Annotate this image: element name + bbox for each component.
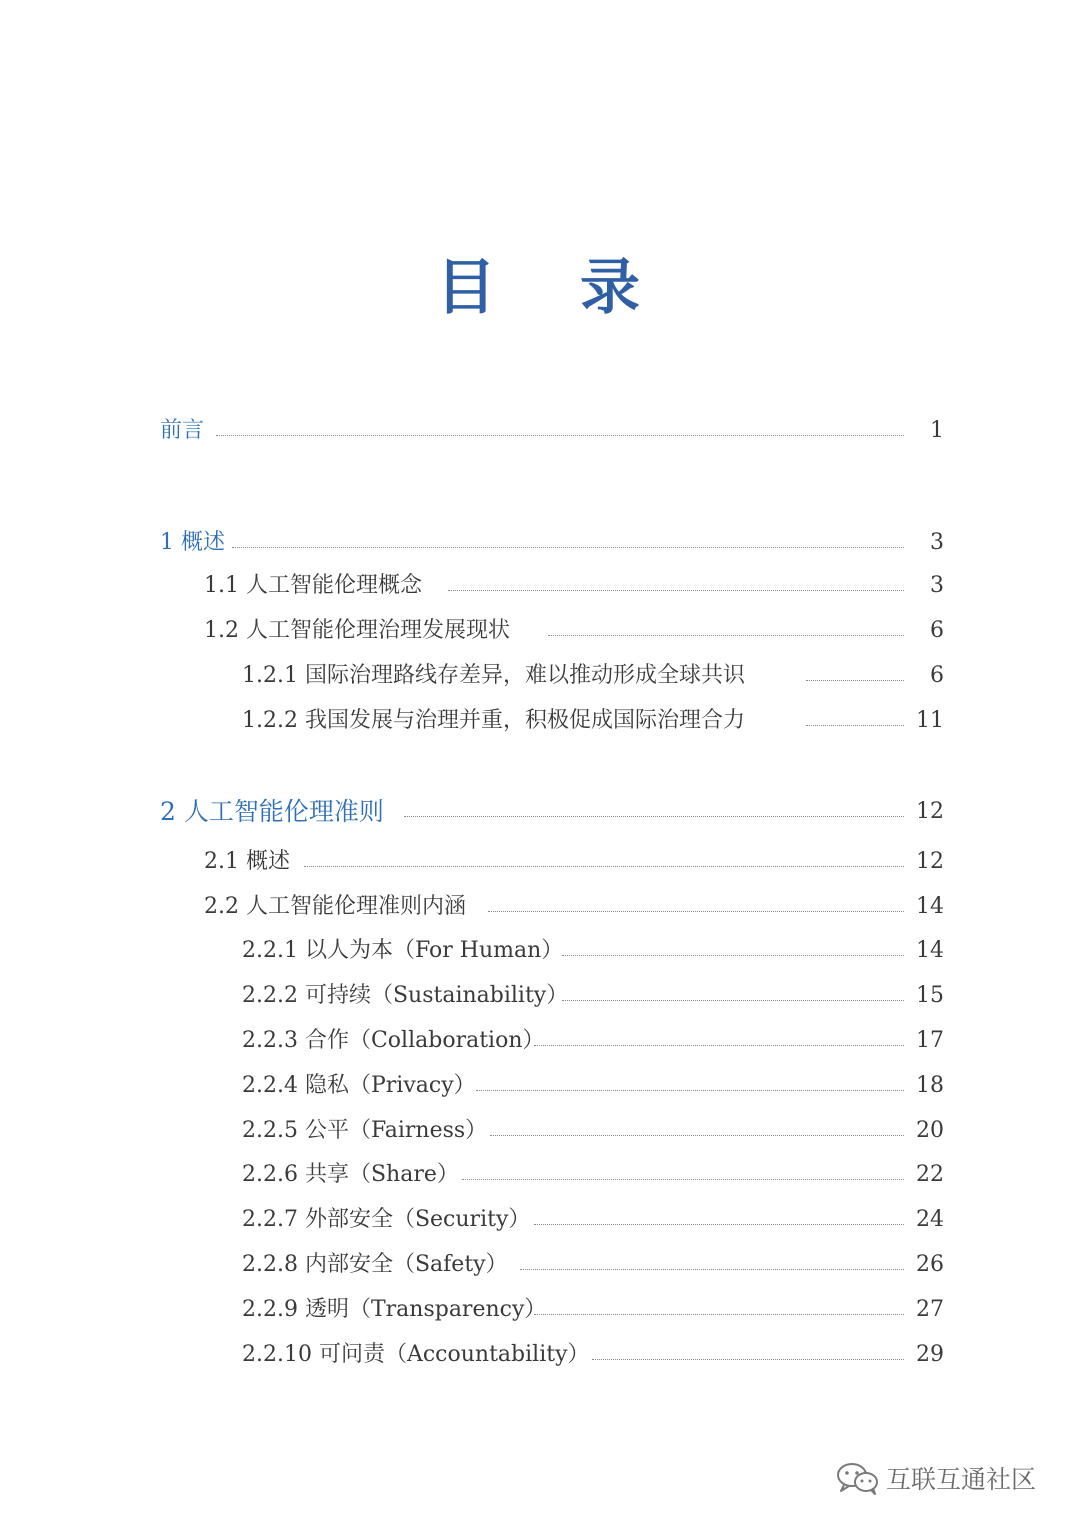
toc-entry-2-2-6[interactable]: [0, 1157, 1080, 1193]
toc-page-number: 17: [916, 1028, 944, 1053]
toc-entry-2-2-7[interactable]: [0, 1202, 1080, 1238]
toc-entry-1-1[interactable]: [0, 568, 1080, 604]
toc-leader-dots: [488, 911, 904, 912]
toc-entry-label: 2.1 概述: [204, 849, 290, 874]
toc-entry-label: 1.1 人工智能伦理概念: [204, 573, 422, 598]
toc-page-number: 14: [916, 938, 944, 963]
wechat-icon: [836, 1461, 880, 1495]
toc-entry-2-2-8[interactable]: [0, 1247, 1080, 1283]
toc-page-number: 27: [916, 1297, 944, 1322]
toc-page-number: 3: [930, 530, 944, 555]
title-char-2: 录: [580, 253, 644, 323]
toc-page-number: 15: [916, 983, 944, 1008]
toc-leader-dots: [548, 635, 904, 636]
toc-page-number: 12: [916, 799, 944, 824]
toc-entry-2-2-5[interactable]: [0, 1113, 1080, 1149]
toc-entry-label: 1 概述: [160, 530, 225, 555]
toc-entry-1-2-2[interactable]: [0, 703, 1080, 739]
toc-page-number: 22: [916, 1162, 944, 1187]
toc-entry-label: 1.2.2 我国发展与治理并重，积极促成国际治理合力: [242, 708, 745, 733]
toc-leader-dots: [806, 680, 904, 681]
toc-entry-label: 2.2 人工智能伦理准则内涵: [204, 894, 466, 919]
title-char-1: 目: [436, 253, 500, 323]
toc-entry-label: 2.2.2 可持续（Sustainability）: [242, 983, 569, 1008]
toc-entry-1-2[interactable]: [0, 613, 1080, 649]
toc-page-number: 11: [916, 708, 944, 733]
toc-entry-label: 2.2.10 可问责（Accountability）: [242, 1342, 590, 1367]
toc-entry-1-2-1[interactable]: [0, 658, 1080, 694]
toc-entry-label: 2.2.3 合作（Collaboration）: [242, 1028, 545, 1053]
toc-entry-label: 1.2.1 国际治理路线存差异，难以推动形成全球共识: [242, 663, 745, 688]
page-title: [0, 240, 1080, 326]
toc-leader-dots: [476, 1090, 904, 1091]
toc-entry-label: 1.2 人工智能伦理治理发展现状: [204, 618, 510, 643]
toc-entry-2-2-3[interactable]: [0, 1023, 1080, 1059]
toc-entry-label: 2.2.8 内部安全（Safety）: [242, 1252, 508, 1277]
toc-entry-label: 2.2.7 外部安全（Security）: [242, 1207, 531, 1232]
toc-entry-chapter-2[interactable]: [0, 794, 1080, 830]
toc-entry-preface[interactable]: [0, 413, 1080, 449]
toc-page-number: 29: [916, 1342, 944, 1367]
toc-leader-dots: [404, 816, 904, 817]
toc-page-number: 3: [930, 573, 944, 598]
toc-entry-chapter-1[interactable]: [0, 525, 1080, 561]
toc-page-number: 1: [930, 418, 944, 443]
toc-leader-dots: [462, 1179, 904, 1180]
toc-entry-2-2-9[interactable]: [0, 1292, 1080, 1328]
toc-leader-dots: [304, 866, 904, 867]
toc-page-number: 18: [916, 1073, 944, 1098]
toc-entry-label: 前言: [160, 418, 205, 443]
toc-leader-dots: [806, 725, 904, 726]
toc-leader-dots: [520, 1269, 904, 1270]
toc-entry-label: 2.2.4 隐私（Privacy）: [242, 1073, 476, 1098]
toc-entry-label: 2.2.9 透明（Transparency）: [242, 1297, 547, 1322]
toc-page-number: 6: [930, 618, 944, 643]
toc-leader-dots: [534, 1045, 904, 1046]
toc-leader-dots: [562, 1000, 904, 1001]
toc-leader-dots: [216, 435, 904, 436]
toc-leader-dots: [534, 1314, 904, 1315]
toc-leader-dots: [562, 955, 904, 956]
toc-entry-label: 2.2.6 共享（Share）: [242, 1162, 459, 1187]
toc-entry-2-2-10[interactable]: [0, 1337, 1080, 1373]
toc-entry-2-1[interactable]: [0, 844, 1080, 880]
toc-page-number: 6: [930, 663, 944, 688]
toc-entry-2-2-2[interactable]: [0, 978, 1080, 1014]
toc-entry-2-2[interactable]: [0, 889, 1080, 925]
toc-page-number: 12: [916, 849, 944, 874]
watermark: [836, 1458, 1036, 1498]
toc-entry-2-2-4[interactable]: [0, 1068, 1080, 1104]
toc-entry-label: 2.2.1 以人为本（For Human）: [242, 938, 564, 963]
toc-leader-dots: [490, 1135, 904, 1136]
watermark-text: 互联互通社区: [886, 1465, 1037, 1494]
toc-leader-dots: [448, 590, 904, 591]
toc-page-number: 24: [916, 1207, 944, 1232]
toc-entry-label: 2 人工智能伦理准则: [160, 797, 384, 826]
toc-leader-dots: [592, 1359, 904, 1360]
toc-page-number: 20: [916, 1118, 944, 1143]
toc-page-number: 26: [916, 1252, 944, 1277]
toc-entry-2-2-1[interactable]: [0, 933, 1080, 969]
toc-leader-dots: [534, 1224, 904, 1225]
toc-leader-dots: [232, 547, 904, 548]
toc-page-number: 14: [916, 894, 944, 919]
toc-entry-label: 2.2.5 公平（Fairness）: [242, 1118, 488, 1143]
